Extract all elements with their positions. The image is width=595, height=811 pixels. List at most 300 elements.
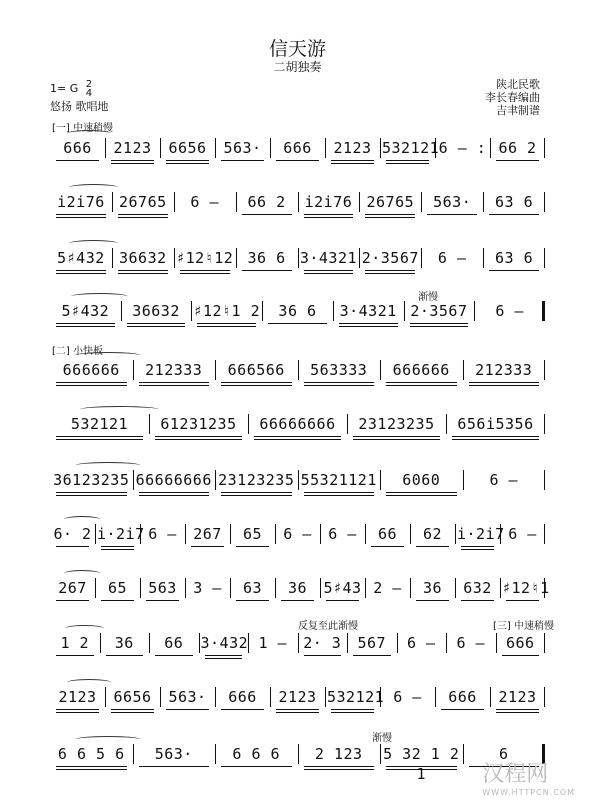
bar-line bbox=[298, 744, 299, 764]
beam-line-double bbox=[304, 217, 354, 218]
slur-mark bbox=[80, 406, 159, 413]
measure: 2123 bbox=[278, 688, 317, 706]
measure: 6 6 5 6 bbox=[57, 745, 125, 763]
bar-line bbox=[380, 687, 381, 707]
piece-title: 信天游 bbox=[268, 38, 326, 60]
performance-style: 悠扬 歌唱地 bbox=[50, 100, 109, 113]
measure: 6 — bbox=[495, 302, 524, 320]
beam-line bbox=[56, 436, 143, 437]
bar-line bbox=[298, 633, 299, 653]
measure: 26765 bbox=[118, 193, 167, 211]
measure: 6060 bbox=[402, 471, 441, 489]
beam-line-double bbox=[410, 326, 469, 327]
beam-line bbox=[242, 270, 292, 271]
tempo-slowing-2: 渐慢 bbox=[372, 733, 392, 744]
slur-mark bbox=[64, 570, 100, 577]
measure: 62 bbox=[422, 525, 443, 543]
beam-line-double bbox=[56, 495, 127, 496]
beam-line-double bbox=[331, 163, 374, 164]
measure: 63 6 bbox=[495, 193, 534, 211]
measure: 2 — bbox=[373, 579, 402, 597]
time-bottom: 4 bbox=[85, 88, 93, 99]
measure: 36 6 bbox=[278, 302, 317, 320]
score-line bbox=[50, 248, 545, 268]
bar-line bbox=[544, 578, 545, 598]
measure: 3·4321 bbox=[339, 302, 397, 320]
measure: 3 — bbox=[193, 579, 222, 597]
bar-line bbox=[410, 578, 411, 598]
measure: i·2i7 bbox=[457, 525, 505, 543]
measure: 666 bbox=[63, 139, 92, 157]
beam-line bbox=[139, 766, 210, 767]
measure: 6 — bbox=[148, 525, 177, 543]
bar-line bbox=[474, 301, 475, 321]
beam-line bbox=[242, 214, 292, 215]
bar-line bbox=[365, 524, 366, 544]
beam-line bbox=[365, 270, 415, 271]
measure: 5♯432 bbox=[61, 302, 110, 320]
measure: 36 bbox=[287, 579, 308, 597]
measure: 563 bbox=[148, 579, 177, 597]
beam-line bbox=[268, 323, 327, 324]
measure: 6656 bbox=[168, 139, 207, 157]
measure: 666 bbox=[505, 634, 535, 652]
bar-line bbox=[248, 414, 249, 434]
beam-line bbox=[410, 323, 469, 324]
measure: 5♯432 bbox=[57, 249, 105, 267]
bar-line bbox=[174, 192, 175, 212]
beam-line bbox=[139, 382, 210, 383]
measure: 267 bbox=[58, 579, 87, 597]
measure: 563333 bbox=[310, 361, 368, 379]
beam-line bbox=[56, 382, 127, 383]
bar-line bbox=[215, 470, 216, 490]
beam-line bbox=[276, 160, 319, 161]
measure: 6 — bbox=[328, 525, 357, 543]
beam-line bbox=[353, 436, 440, 437]
measure: 267 bbox=[193, 525, 222, 543]
beam-line-double bbox=[331, 712, 374, 713]
bar-line bbox=[380, 744, 381, 764]
bar-line bbox=[149, 414, 150, 434]
time-top: 2 bbox=[85, 79, 93, 90]
beam-line bbox=[56, 600, 89, 601]
measure: 666 bbox=[228, 688, 257, 706]
bar-line bbox=[446, 633, 447, 653]
bar-line bbox=[544, 524, 545, 544]
beam-line-double bbox=[452, 439, 539, 440]
bar-line bbox=[236, 248, 237, 268]
measure: 2123 bbox=[498, 688, 537, 706]
slur-mark bbox=[75, 736, 141, 743]
beam-line bbox=[221, 382, 292, 383]
bar-line bbox=[298, 360, 299, 380]
beam-line-double bbox=[56, 769, 127, 770]
bar-line bbox=[544, 414, 545, 434]
watermark-url: WWW.HTTPCN.COM bbox=[482, 788, 575, 797]
beam-line bbox=[56, 214, 106, 215]
measure: 6656 bbox=[113, 688, 152, 706]
beam-line-double bbox=[469, 385, 540, 386]
measure: 563· bbox=[223, 139, 262, 157]
measure: 6 6 6 bbox=[232, 745, 281, 763]
bar-line bbox=[463, 744, 464, 764]
score-line bbox=[50, 138, 545, 158]
beam-line bbox=[339, 323, 398, 324]
bar-line bbox=[359, 192, 360, 212]
bar-line bbox=[380, 360, 381, 380]
bar-line bbox=[544, 470, 545, 490]
bar-line bbox=[121, 301, 122, 321]
measure: 2123 bbox=[58, 688, 97, 706]
measure: 65 bbox=[242, 525, 263, 543]
beam-line bbox=[56, 546, 89, 547]
beam-line-double bbox=[118, 217, 168, 218]
section-1-label: [一] 中速稍慢 bbox=[52, 123, 113, 134]
beam-line bbox=[221, 766, 292, 767]
score-line bbox=[50, 470, 545, 490]
slur-mark bbox=[65, 625, 105, 632]
beam-line bbox=[166, 709, 209, 710]
beam-line bbox=[304, 492, 375, 493]
beam-line-double bbox=[180, 273, 230, 274]
measure: 3·432 bbox=[200, 634, 249, 652]
beam-line bbox=[365, 214, 415, 215]
bar-line bbox=[490, 687, 491, 707]
measure: 532121 bbox=[382, 139, 440, 157]
bar-line bbox=[160, 138, 161, 158]
bar-line bbox=[544, 192, 545, 212]
bar-line bbox=[365, 578, 366, 598]
beam-line bbox=[353, 655, 391, 656]
bar-line bbox=[544, 687, 545, 707]
beam-line bbox=[469, 382, 540, 383]
bar-line bbox=[500, 524, 501, 544]
bar-line bbox=[298, 470, 299, 490]
measure: 2123 bbox=[333, 139, 372, 157]
repeat-instruction: 反复至此渐慢 bbox=[298, 621, 358, 632]
beam-line-double bbox=[56, 712, 99, 713]
beam-line-double bbox=[304, 385, 375, 386]
bar-line bbox=[199, 633, 200, 653]
bar-line bbox=[410, 524, 411, 544]
beam-line-double bbox=[111, 712, 154, 713]
measure: 567 bbox=[357, 634, 387, 652]
beam-line bbox=[386, 766, 457, 767]
measure: i2i76 bbox=[304, 193, 353, 211]
measure: 656i5356 bbox=[457, 415, 534, 433]
beam-line bbox=[191, 546, 224, 547]
slur-mark bbox=[64, 516, 100, 523]
beam-line-double bbox=[139, 495, 210, 496]
measure: 66 2 bbox=[247, 193, 286, 211]
beam-line-double bbox=[56, 439, 143, 440]
bar-line bbox=[191, 301, 192, 321]
measure: 6 — bbox=[393, 688, 422, 706]
beam-line bbox=[236, 546, 269, 547]
score-line bbox=[50, 578, 550, 598]
slur-mark bbox=[69, 240, 119, 247]
beam-line bbox=[371, 546, 404, 547]
measure: 36123235 bbox=[53, 471, 130, 489]
beam-line bbox=[111, 160, 154, 161]
bar-line bbox=[500, 578, 501, 598]
score-line bbox=[50, 633, 545, 653]
bar-line bbox=[320, 578, 321, 598]
bar-line bbox=[215, 360, 216, 380]
beam-line bbox=[166, 160, 209, 161]
beam-line bbox=[197, 323, 256, 324]
beam-line bbox=[118, 270, 168, 271]
bar-line bbox=[347, 633, 348, 653]
bar-line bbox=[215, 744, 216, 764]
slur-mark bbox=[67, 130, 111, 137]
measure: 5 32 1 2 1 bbox=[383, 745, 460, 783]
bar-line bbox=[133, 744, 134, 764]
measure: 2·3567 bbox=[361, 249, 419, 267]
bar-line bbox=[105, 687, 106, 707]
beam-line-double bbox=[166, 163, 209, 164]
beam-line bbox=[506, 600, 539, 601]
beam-line-double bbox=[304, 273, 354, 274]
beam-line bbox=[304, 655, 342, 656]
measure: 26765 bbox=[366, 193, 415, 211]
beam-line-double bbox=[155, 439, 242, 440]
key-signature bbox=[50, 80, 92, 98]
time-signature bbox=[86, 80, 92, 98]
score-line bbox=[50, 687, 545, 707]
measure: i2i76 bbox=[57, 193, 105, 211]
beam-line bbox=[106, 655, 144, 656]
key-label: 1= G bbox=[50, 82, 79, 95]
beam-line bbox=[489, 270, 539, 271]
bar-line bbox=[483, 192, 484, 212]
measure: 66666666 bbox=[135, 471, 212, 489]
measure: 2·3567 bbox=[410, 302, 468, 320]
bar-line bbox=[483, 248, 484, 268]
bar-line bbox=[262, 301, 263, 321]
bar-line bbox=[275, 524, 276, 544]
beam-line bbox=[56, 766, 127, 767]
bar-line bbox=[455, 578, 456, 598]
measure: 2 123 bbox=[314, 745, 363, 763]
beam-line bbox=[254, 436, 341, 437]
beam-line-double bbox=[365, 217, 415, 218]
beam-line-double bbox=[386, 495, 457, 496]
beam-line-double bbox=[339, 326, 398, 327]
measure: 5♯43 bbox=[323, 579, 362, 597]
measure: 36 bbox=[114, 634, 134, 652]
beam-line bbox=[146, 600, 179, 601]
measure: 563· bbox=[168, 688, 207, 706]
beam-line-double bbox=[496, 712, 539, 713]
beam-line bbox=[489, 214, 539, 215]
bar-line bbox=[140, 578, 141, 598]
measure: 36 bbox=[422, 579, 443, 597]
bar-line bbox=[544, 360, 545, 380]
beam-line-double bbox=[139, 385, 210, 386]
measure: 6· 2 bbox=[53, 525, 92, 543]
bar-line bbox=[544, 248, 545, 268]
measure: 6 — : bbox=[438, 139, 487, 157]
bar-line bbox=[380, 138, 381, 158]
bar-line bbox=[320, 524, 321, 544]
beam-line bbox=[416, 600, 449, 601]
beam-line-double bbox=[386, 163, 429, 164]
bar-line bbox=[140, 524, 141, 544]
beam-line bbox=[221, 160, 264, 161]
bar-line bbox=[325, 138, 326, 158]
bar-line bbox=[100, 633, 101, 653]
beam-line bbox=[386, 492, 457, 493]
beam-line-double bbox=[56, 273, 106, 274]
measure: 23123235 bbox=[358, 415, 435, 433]
beam-line bbox=[101, 546, 134, 547]
bar-line bbox=[270, 687, 271, 707]
beam-line bbox=[155, 436, 242, 437]
measure: 1 2 bbox=[60, 634, 90, 652]
bar-line bbox=[496, 633, 497, 653]
credits bbox=[485, 78, 540, 117]
beam-line-double bbox=[461, 549, 494, 550]
measure: 666666 bbox=[62, 361, 120, 379]
measure: ♯12♮1 bbox=[502, 579, 550, 597]
bar-line bbox=[160, 687, 161, 707]
measure: i·2i7 bbox=[97, 525, 145, 543]
beam-line-double bbox=[221, 385, 292, 386]
beam-line bbox=[304, 270, 354, 271]
beam-line-double bbox=[386, 385, 457, 386]
bar-line bbox=[359, 248, 360, 268]
beam-line bbox=[304, 766, 375, 767]
bar-line bbox=[149, 633, 150, 653]
beam-line-double bbox=[111, 163, 154, 164]
bar-line bbox=[133, 360, 134, 380]
measure: 36632 bbox=[132, 302, 180, 320]
beam-line bbox=[416, 546, 449, 547]
beam-line bbox=[221, 709, 264, 710]
watermark-text: 汉程网 bbox=[482, 762, 549, 787]
slur-mark bbox=[67, 679, 111, 686]
slur-mark bbox=[75, 352, 141, 359]
beam-line bbox=[331, 160, 374, 161]
beam-line bbox=[155, 655, 193, 656]
bar-line bbox=[455, 524, 456, 544]
final-bar-line bbox=[542, 301, 545, 321]
tempo-slowing-1: 渐慢 bbox=[418, 292, 438, 303]
beam-line bbox=[304, 382, 375, 383]
bar-line bbox=[446, 414, 447, 434]
measure: 61231235 bbox=[160, 415, 237, 433]
beam-line bbox=[56, 492, 127, 493]
beam-line-double bbox=[118, 273, 168, 274]
bar-line bbox=[112, 248, 113, 268]
section-2-label: [二] 小快板 bbox=[52, 346, 103, 357]
measure: 66666666 bbox=[259, 415, 336, 433]
bar-line bbox=[435, 687, 436, 707]
measure: 1 — bbox=[258, 634, 288, 652]
measure: 632 bbox=[463, 579, 492, 597]
beam-line-double bbox=[386, 769, 457, 770]
measure: 212333 bbox=[475, 361, 533, 379]
bar-line bbox=[270, 138, 271, 158]
score-line bbox=[50, 360, 545, 380]
measure: 63 bbox=[242, 579, 263, 597]
beam-line bbox=[386, 160, 429, 161]
beam-line bbox=[56, 709, 99, 710]
beam-line-double bbox=[276, 712, 319, 713]
bar-line bbox=[404, 301, 405, 321]
beam-line-double bbox=[254, 439, 341, 440]
measure: 666 bbox=[283, 139, 312, 157]
beam-line bbox=[304, 214, 354, 215]
measure: 666666 bbox=[392, 361, 450, 379]
measure: 6 — bbox=[437, 249, 467, 267]
beam-line bbox=[452, 436, 539, 437]
beam-line bbox=[502, 655, 540, 656]
beam-line bbox=[205, 655, 243, 656]
beam-line bbox=[236, 600, 269, 601]
beam-line-double bbox=[221, 495, 292, 496]
bar-line bbox=[347, 414, 348, 434]
bar-line bbox=[185, 578, 186, 598]
bar-line bbox=[333, 301, 334, 321]
beam-line-double bbox=[127, 326, 186, 327]
bar-line bbox=[421, 248, 422, 268]
beam-line bbox=[461, 546, 494, 547]
score-line bbox=[50, 414, 545, 434]
beam-line bbox=[281, 600, 314, 601]
bar-line bbox=[463, 360, 464, 380]
measure: 666566 bbox=[227, 361, 285, 379]
measure: 6 — bbox=[489, 471, 519, 489]
measure: ♯12♮1 2 bbox=[193, 302, 261, 320]
beam-line-double bbox=[56, 326, 115, 327]
piece-subtitle: 二胡独奏 bbox=[273, 60, 322, 74]
beam-line bbox=[326, 600, 359, 601]
measure: 2· 3 bbox=[303, 634, 342, 652]
bar-line bbox=[215, 138, 216, 158]
beam-line bbox=[56, 323, 115, 324]
beam-line bbox=[386, 382, 457, 383]
measure: 66 bbox=[377, 525, 398, 543]
beam-line-double bbox=[197, 326, 256, 327]
measure: 65 bbox=[107, 579, 128, 597]
beam-line bbox=[180, 270, 230, 271]
measure: 23123235 bbox=[218, 471, 295, 489]
bar-line bbox=[215, 687, 216, 707]
bar-line bbox=[397, 633, 398, 653]
bar-line bbox=[230, 524, 231, 544]
measure: 6 — bbox=[406, 634, 436, 652]
bar-line bbox=[463, 470, 464, 490]
slur-mark bbox=[71, 293, 128, 300]
slur-mark bbox=[75, 462, 141, 469]
bar-line bbox=[133, 470, 134, 490]
measure: 2123 bbox=[113, 139, 152, 157]
beam-line bbox=[441, 709, 484, 710]
measure: 55321121 bbox=[300, 471, 377, 489]
bar-line bbox=[185, 524, 186, 544]
bar-line bbox=[236, 192, 237, 212]
bar-line bbox=[248, 633, 249, 653]
bar-line bbox=[298, 248, 299, 268]
beam-line bbox=[427, 214, 477, 215]
bar-line bbox=[544, 138, 545, 158]
beam-line bbox=[221, 492, 292, 493]
score-line bbox=[50, 192, 545, 212]
measure: 36632 bbox=[118, 249, 167, 267]
